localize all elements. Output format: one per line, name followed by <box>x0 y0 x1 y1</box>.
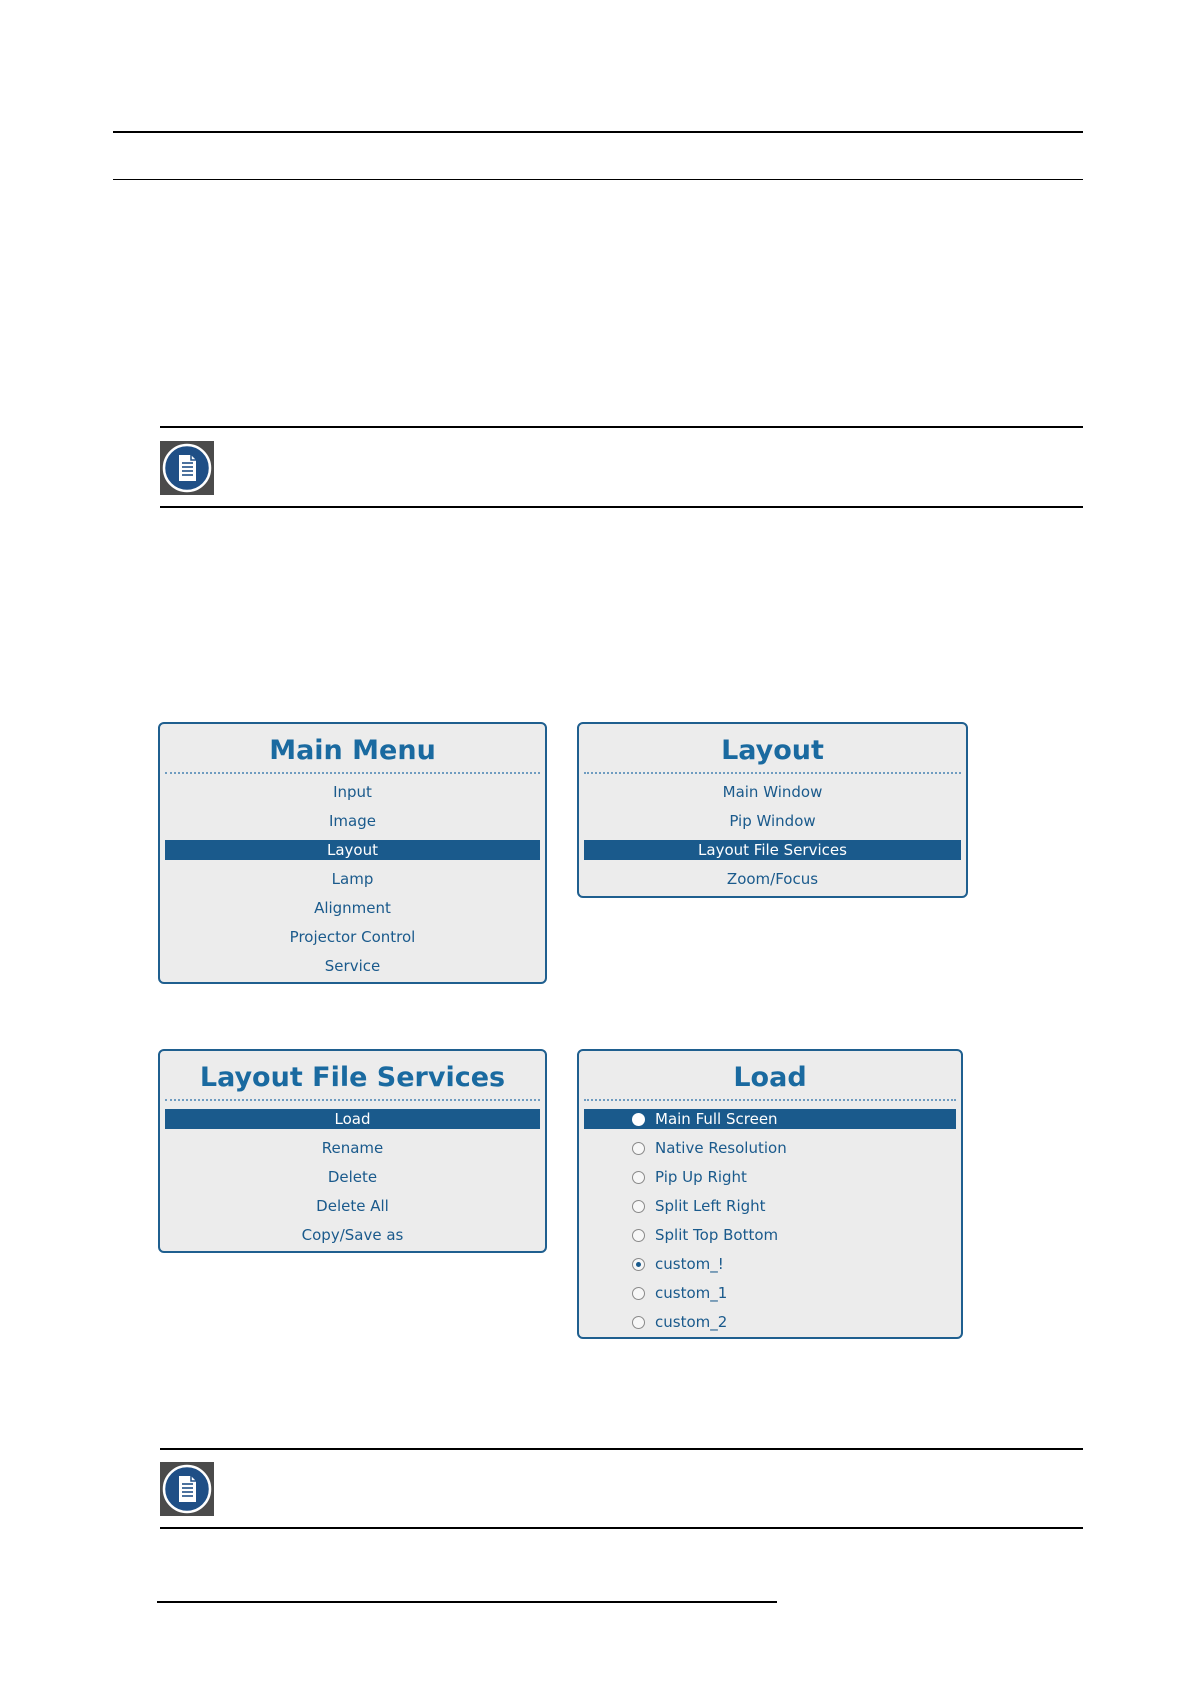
menu-item-zoom-focus[interactable]: Zoom/Focus <box>726 870 819 888</box>
menu-item-alignment[interactable]: Alignment <box>314 899 391 917</box>
load-option-split-left-right[interactable]: Split Left Right <box>579 1196 961 1225</box>
radio-icon <box>632 1200 645 1213</box>
layout-menu-separator <box>584 772 961 774</box>
radio-icon <box>632 1316 645 1329</box>
radio-checked-icon <box>632 1258 645 1271</box>
note-document-icon <box>160 1462 214 1516</box>
note-document-icon <box>160 441 214 495</box>
load-option-native-resolution[interactable]: Native Resolution <box>579 1138 961 1167</box>
load-option-pip-up-right[interactable]: Pip Up Right <box>579 1167 961 1196</box>
radio-icon <box>632 1142 645 1155</box>
menu-item-projector-control[interactable]: Projector Control <box>289 928 416 946</box>
menu-item-load[interactable]: Load <box>160 1109 545 1138</box>
menu-item-delete-all[interactable]: Delete All <box>316 1197 389 1215</box>
menu-item-delete[interactable]: Delete <box>327 1168 378 1186</box>
layout-menu-title: Layout <box>721 735 824 766</box>
load-option-main-full-screen[interactable]: Main Full Screen <box>579 1109 961 1138</box>
menu-item-input[interactable]: Input <box>333 783 372 801</box>
radio-icon <box>632 1287 645 1300</box>
layout-file-services-title: Layout File Services <box>199 1062 506 1093</box>
menu-item-copy-save-as[interactable]: Copy/Save as <box>301 1226 404 1244</box>
footer-rule <box>157 1601 777 1603</box>
main-menu-panel <box>158 722 547 984</box>
load-menu-title: Load <box>733 1062 807 1093</box>
menu-item-rename[interactable]: Rename <box>321 1139 384 1157</box>
layout-menu-panel <box>577 722 968 898</box>
note2-rule-bottom <box>160 1527 1083 1529</box>
menu-item-main-window[interactable]: Main Window <box>722 783 823 801</box>
note1-rule-bottom <box>160 506 1083 508</box>
layout-file-services-panel <box>158 1049 547 1253</box>
load-menu-panel <box>577 1049 963 1339</box>
menu-item-layout-file-services[interactable]: Layout File Services <box>579 840 966 869</box>
menu-item-layout[interactable]: Layout <box>160 840 545 869</box>
menu-item-image[interactable]: Image <box>329 812 376 830</box>
main-menu-separator <box>165 772 540 774</box>
main-menu-title: Main Menu <box>269 735 436 766</box>
load-option-custom-excl[interactable]: custom_! <box>579 1254 961 1283</box>
header-rule-bottom <box>113 179 1083 180</box>
note1-rule-top <box>160 426 1083 428</box>
menu-item-pip-window[interactable]: Pip Window <box>729 812 816 830</box>
load-option-split-top-bottom[interactable]: Split Top Bottom <box>579 1225 961 1254</box>
load-menu-separator <box>584 1099 956 1101</box>
layout-file-services-separator <box>165 1099 540 1101</box>
load-option-custom-2[interactable]: custom_2 <box>579 1312 961 1341</box>
menu-item-lamp[interactable]: Lamp <box>331 870 374 888</box>
radio-icon <box>632 1113 645 1126</box>
load-option-custom-1[interactable]: custom_1 <box>579 1283 961 1312</box>
radio-icon <box>632 1229 645 1242</box>
note2-rule-top <box>160 1448 1083 1450</box>
radio-icon <box>632 1171 645 1184</box>
header-rule-top <box>113 131 1083 133</box>
menu-item-service[interactable]: Service <box>324 957 381 975</box>
